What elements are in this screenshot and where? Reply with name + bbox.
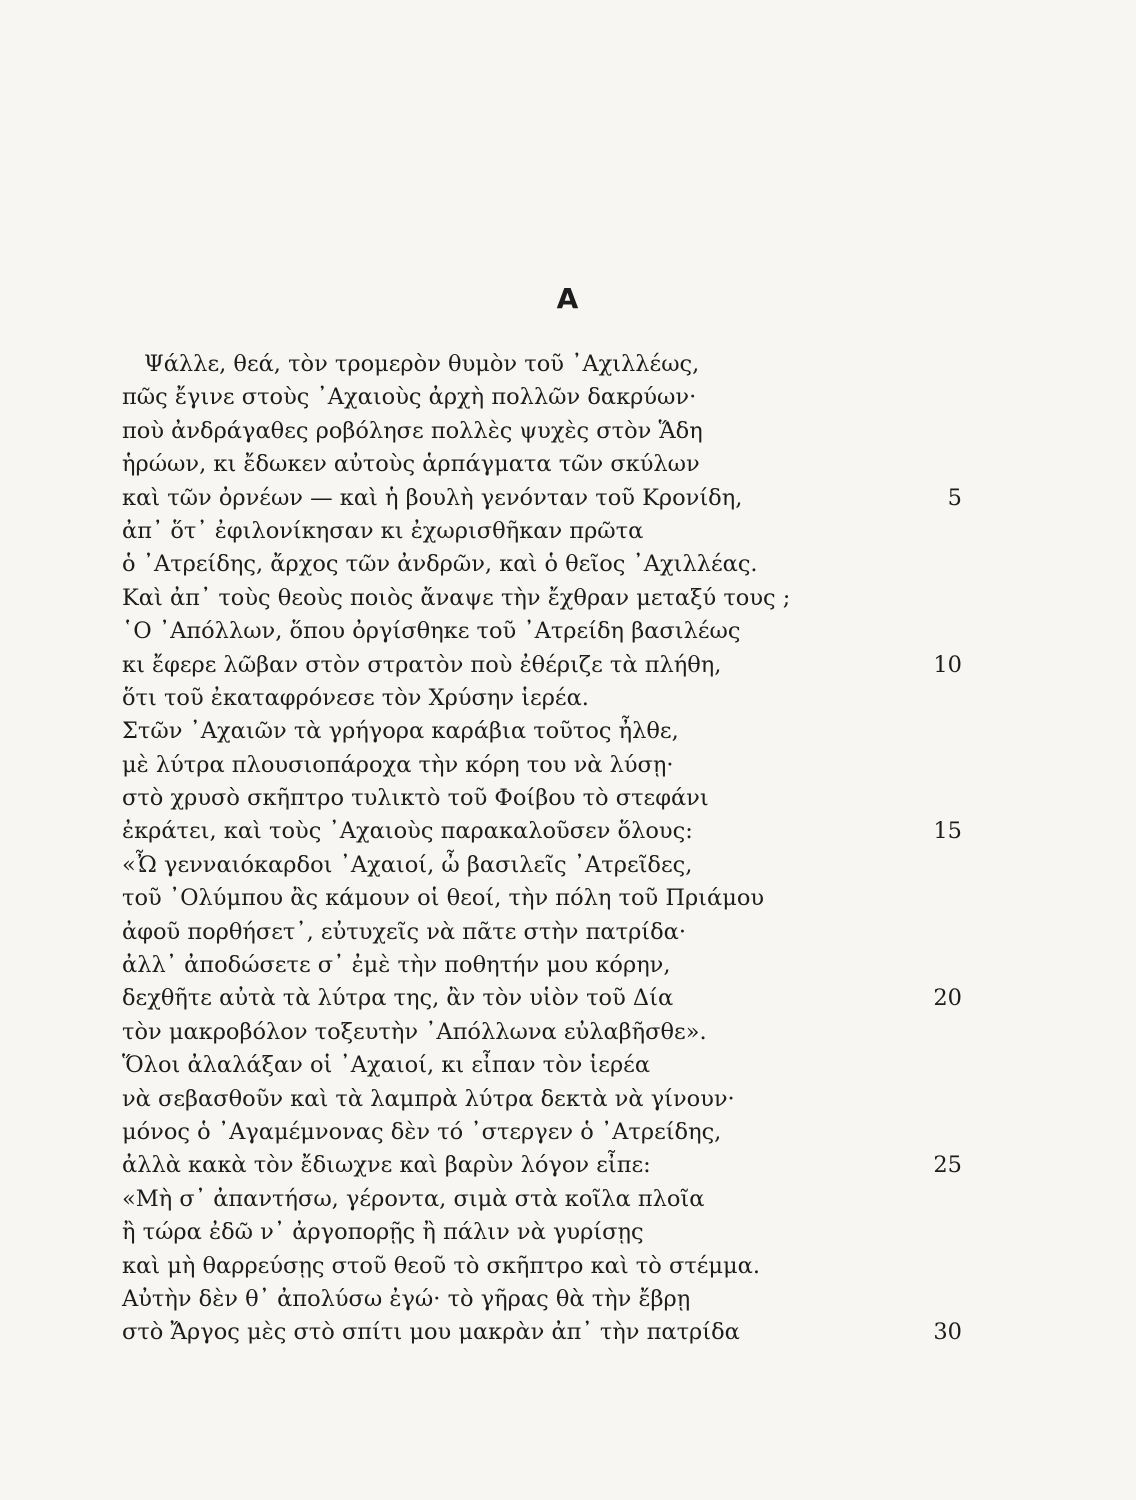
poem-line — [122, 715, 962, 748]
poem-line — [122, 448, 962, 481]
poem-line — [122, 1116, 962, 1149]
poem-line — [122, 348, 962, 381]
poem-line-text: στὸ χρυσὸ σκῆπτρο τυλικτὸ τοῦ Φοίβου τὸ στεφάνι — [122, 785, 709, 812]
poem-line — [122, 1049, 962, 1082]
poem-line — [122, 782, 962, 815]
poem-line-text: ἡρώων, κι ἔδωκεν αὐτοὺς ἁρπάγματα τῶν σκύλων — [122, 451, 700, 478]
poem-line — [122, 882, 962, 915]
poem-line-text: νὰ σεβασθοῦν καὶ τὰ λαμπρὰ λύτρα δεκτὰ νὰ γίνουν· — [122, 1085, 735, 1112]
line-number: 30 — [933, 1319, 962, 1346]
line-number: 20 — [933, 985, 962, 1012]
poem-line — [122, 815, 962, 848]
poem-line-text: ποὺ ἀνδράγαθες ροβόλησε πολλὲς ψυχὲς στὸν Ἅδη — [122, 417, 703, 444]
book-heading: A — [556, 282, 580, 315]
poem-line-text: μὲ λύτρα πλουσιοπάροχα τὴν κόρη του νὰ λύσῃ· — [122, 751, 674, 778]
poem-line — [122, 749, 962, 782]
poem-line — [122, 982, 962, 1015]
poem-line-text: ἀφοῦ πορθήσετ᾿, εὐτυχεῖς νὰ πᾶτε στὴν πατρίδα· — [122, 918, 687, 945]
poem-line-text: ἢ τώρα ἐδῶ ν᾿ ἀργοπορῇς ἢ πάλιν νὰ γυρίσῃς — [122, 1219, 644, 1246]
poem-line-text: Αὐτὴν δὲν θ᾿ ἀπολύσω ἐγώ· τὸ γῆρας θὰ τὴν ἔβρῃ — [122, 1285, 691, 1312]
poem-line — [122, 582, 962, 615]
poem-line-text: «Ὦ γενναιόκαρδοι ᾿Αχαιοί, ὦ βασιλεῖς ᾿Ατρεῖδες, — [122, 851, 693, 878]
poem-line-text: πῶς ἔγινε στοὺς ᾿Αχαιοὺς ἀρχὴ πολλῶν δακρύων· — [122, 384, 697, 411]
poem-line-text: δεχθῆτε αὐτὰ τὰ λύτρα της, ἂν τὸν υἱὸν τοῦ Δία — [122, 985, 674, 1012]
poem-line-text: ἐκράτει, καὶ τοὺς ᾿Αχαιοὺς παρακαλοῦσεν ὅλους: — [122, 818, 693, 845]
poem-line-text: κι ἔφερε λῶβαν στὸν στρατὸν ποὺ ἐθέριζε τὰ πλήθη, — [122, 651, 722, 678]
line-number: 5 — [947, 484, 962, 511]
poem-line — [122, 916, 962, 949]
poem-line — [122, 1149, 962, 1182]
poem-line — [122, 615, 962, 648]
poem-line — [122, 1316, 962, 1349]
poem-line-text: «Μὴ σ᾿ ἀπαντήσω, γέροντα, σιμὰ στὰ κοῖλα πλοῖα — [122, 1185, 705, 1212]
poem-line — [122, 381, 962, 414]
poem-line — [122, 849, 962, 882]
poem-line — [122, 1216, 962, 1249]
poem-line — [122, 1250, 962, 1283]
poem-line — [122, 649, 962, 682]
poem-line-text: στὸ Ἄργος μὲς στὸ σπίτι μου μακρὰν ἀπ᾿ τὴν πατρίδα — [122, 1319, 740, 1346]
poem-line — [122, 949, 962, 982]
poem-line-text: ἀπ᾿ ὅτ᾿ ἐφιλονίκησαν κι ἐχωρισθῆκαν πρῶτα — [122, 517, 644, 544]
poem-line-text: ὁ ᾿Ατρείδης, ἄρχος τῶν ἀνδρῶν, καὶ ὁ θεῖος ᾿Αχιλλέας. — [122, 551, 758, 578]
poem-line-text: τοῦ ᾿Ολύμπου ἂς κάμουν οἱ θεοί, τὴν πόλη τοῦ Πριάμου — [122, 885, 765, 912]
poem-line — [122, 1283, 962, 1316]
poem-line — [122, 1083, 962, 1116]
poem-line-text: ῾Ο ᾿Απόλλων, ὅπου ὀργίσθηκε τοῦ ᾿Ατρείδη βασιλέως — [122, 618, 741, 645]
poem-line-text: μόνος ὁ ᾿Αγαμέμνονας δὲν τό ᾿στεργεν ὁ ᾿Ατρείδης, — [122, 1118, 722, 1145]
poem-line-text: Καὶ ἀπ᾿ τοὺς θεοὺς ποιὸς ἄναψε τὴν ἔχθραν μεταξύ τους ; — [122, 584, 791, 611]
poem-line-text: καὶ μὴ θαρρεύσῃς στοῦ θεοῦ τὸ σκῆπτρο καὶ τὸ στέμμα. — [122, 1252, 761, 1279]
poem-line-text: ἀλλ᾿ ἀποδώσετε σ᾿ ἐμὲ τὴν ποθητήν μου κόρην, — [122, 952, 671, 979]
line-number: 25 — [933, 1152, 962, 1179]
poem-line — [122, 515, 962, 548]
poem-line-text: Ψάλλε, θεά, τὸν τρομερὸν θυμὸν τοῦ ᾿Αχιλλέως, — [144, 351, 700, 377]
poem-line — [122, 548, 962, 581]
poem-body — [122, 348, 962, 1350]
poem-line-text: καὶ τῶν ὀρνέων — καὶ ἡ βουλὴ γενόνταν τοῦ Κρονίδη, — [122, 484, 743, 511]
poem-line-text: τὸν μακροβόλον τοξευτὴν ᾿Απόλλωνα εὐλαβῆσθε». — [122, 1018, 707, 1045]
poem-line-text: Στῶν ᾿Αχαιῶν τὰ γρήγορα καράβια τοῦτος ἦλθε, — [122, 718, 679, 745]
poem-line — [122, 415, 962, 448]
poem-line-text: ἀλλὰ κακὰ τὸν ἔδιωχνε καὶ βαρὺν λόγον εἶπε: — [122, 1152, 651, 1179]
line-number: 15 — [933, 818, 962, 845]
poem-line — [122, 1183, 962, 1216]
line-number: 10 — [933, 651, 962, 678]
poem-line-text: Ὅλοι ἀλαλάξαν οἱ ᾿Αχαιοί, κι εἶπαν τὸν ἱερέα — [122, 1052, 651, 1079]
poem-line — [122, 682, 962, 715]
poem-line-text: ὅτι τοῦ ἐκαταφρόνεσε τὸν Χρύσην ἱερέα. — [122, 684, 589, 711]
poem-line — [122, 482, 962, 515]
poem-line — [122, 1016, 962, 1049]
